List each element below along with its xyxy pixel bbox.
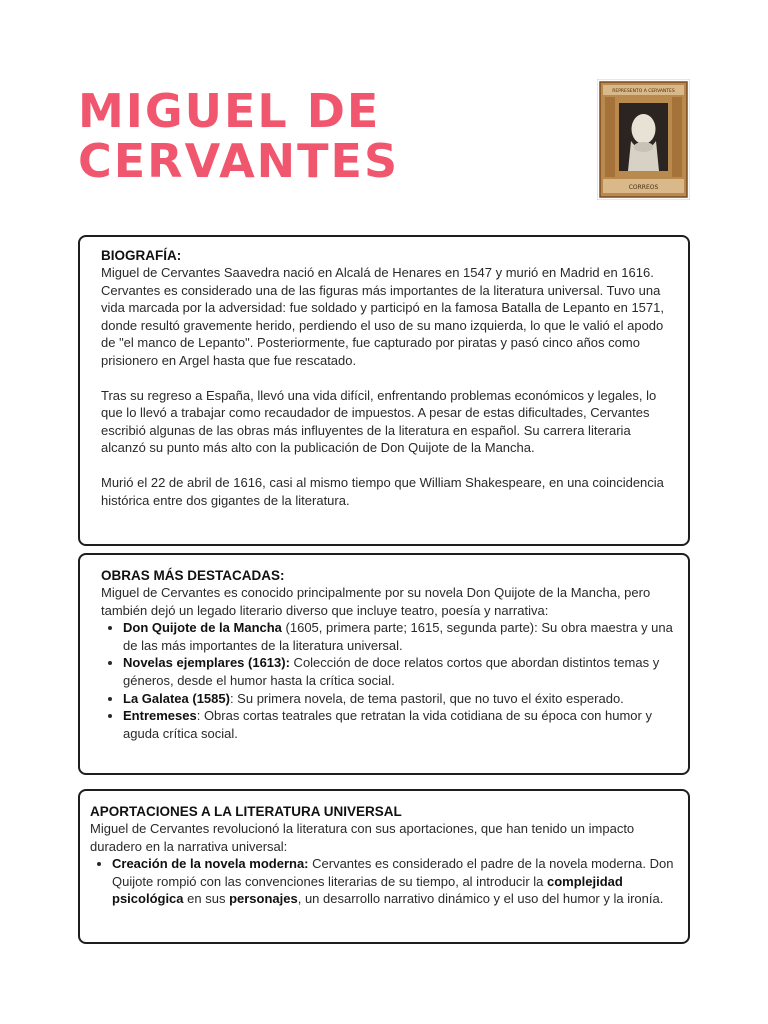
list-item — [123, 654, 674, 689]
aportacion-text: en sus — [183, 891, 230, 907]
obras-heading: OBRAS MÁS DESTACADAS: — [101, 568, 285, 583]
obra-title: Novelas ejemplares (1613): — [123, 655, 290, 671]
title-line-1: MIGUEL DE — [78, 84, 381, 138]
obra-title: La Galatea (1585) — [123, 690, 230, 706]
list-item — [123, 707, 674, 742]
stamp-top-text: REPRESENTO A CERVANTES — [612, 89, 675, 94]
obra-description: : Su primera novela, de tema pastoril, que no tuvo el éxito esperado. — [229, 690, 624, 706]
aportacion-text: Cervantes es considerado el padre de la novela moderna. Don Quijote rompió con las convenciones literarias de su tiempo, al introducir la — [112, 856, 674, 889]
aportacion-title: Creación de la novela moderna: — [112, 856, 309, 872]
aportacion-bold: complejidad psicológica — [112, 873, 623, 907]
obras-intro: Miguel de Cervantes es conocido principalmente por su novela Don Quijote de la Mancha, pero también dejó un legado literario diverso que incluye teatro, poesía y narrativa: — [101, 585, 651, 618]
obras-section — [78, 553, 690, 775]
cervantes-stamp-image — [597, 79, 690, 200]
obra-description: Colección de doce relatos cortos que abordan distintos temas y géneros, desde el humor hasta la crítica social. — [123, 655, 660, 688]
obra-title: Entremeses — [123, 708, 197, 724]
obras-list — [101, 619, 674, 742]
aportaciones-list — [90, 855, 676, 908]
aportaciones-section — [78, 789, 690, 944]
aportacion-text: , un desarrollo narrativo dinámico y el uso del humor y la ironía. — [297, 891, 664, 907]
stamp-bottom-text: CORREOS — [628, 184, 659, 191]
biografia-heading: BIOGRAFÍA: — [101, 248, 182, 263]
list-item — [112, 855, 676, 908]
aportacion-bold: personajes — [229, 891, 298, 907]
list-item — [123, 619, 674, 654]
biografia-paragraph-2: Tras su regreso a España, llevó una vida difícil, enfrentando problemas económicos y legales, lo que lo llevó a trabajar como recaudador de impuestos. A pesar de estas dificultades, Cervantes escribió algunas de las obras más influyentes de la literatura en español. Su carrera literaria alcanzó su punto más alto con la publicación de Don Quijote de la Mancha. — [101, 387, 657, 456]
biografia-section — [78, 235, 690, 546]
page-title — [78, 86, 399, 186]
obra-title: Don Quijote de la Mancha — [123, 620, 282, 636]
title-line-2: CERVANTES — [78, 134, 400, 188]
biografia-paragraph-1: Miguel de Cervantes Saavedra nació en Alcalá de Henares en 1547 y murió en Madrid en 1616. Cervantes es considerado una de las figuras más importantes de la literatura universal. Tuvo una vida marcada por la adversidad: fue soldado y participó en la famosa Batalla de Lepanto en 1571, donde resultó gravemente herido, perdiendo el uso de su mano izquierda, lo que le valió el apodo de "el manco de Lepanto". Posteriormente, fue capturado por piratas y pasó cinco años como prisionero en Argel hasta que fue rescatado. — [101, 265, 664, 368]
obra-description: : Obras cortas teatrales que retratan la vida cotidiana de su época con humor y aguda crítica social. — [123, 708, 652, 741]
aportaciones-heading: APORTACIONES A LA LITERATURA UNIVERSAL — [90, 804, 402, 819]
biografia-paragraph-3: Murió el 22 de abril de 1616, casi al mismo tiempo que William Shakespeare, en una coincidencia histórica entre dos gigantes de la literatura. — [101, 474, 664, 508]
obra-description: (1605, primera parte; 1615, segunda parte): Su obra maestra y una de las más importantes de la literatura universal. — [123, 620, 673, 653]
list-item — [123, 690, 674, 708]
aportaciones-intro: Miguel de Cervantes revolucionó la literatura con sus aportaciones, que han tenido un impacto duradero en la narrativa universal: — [90, 821, 635, 854]
